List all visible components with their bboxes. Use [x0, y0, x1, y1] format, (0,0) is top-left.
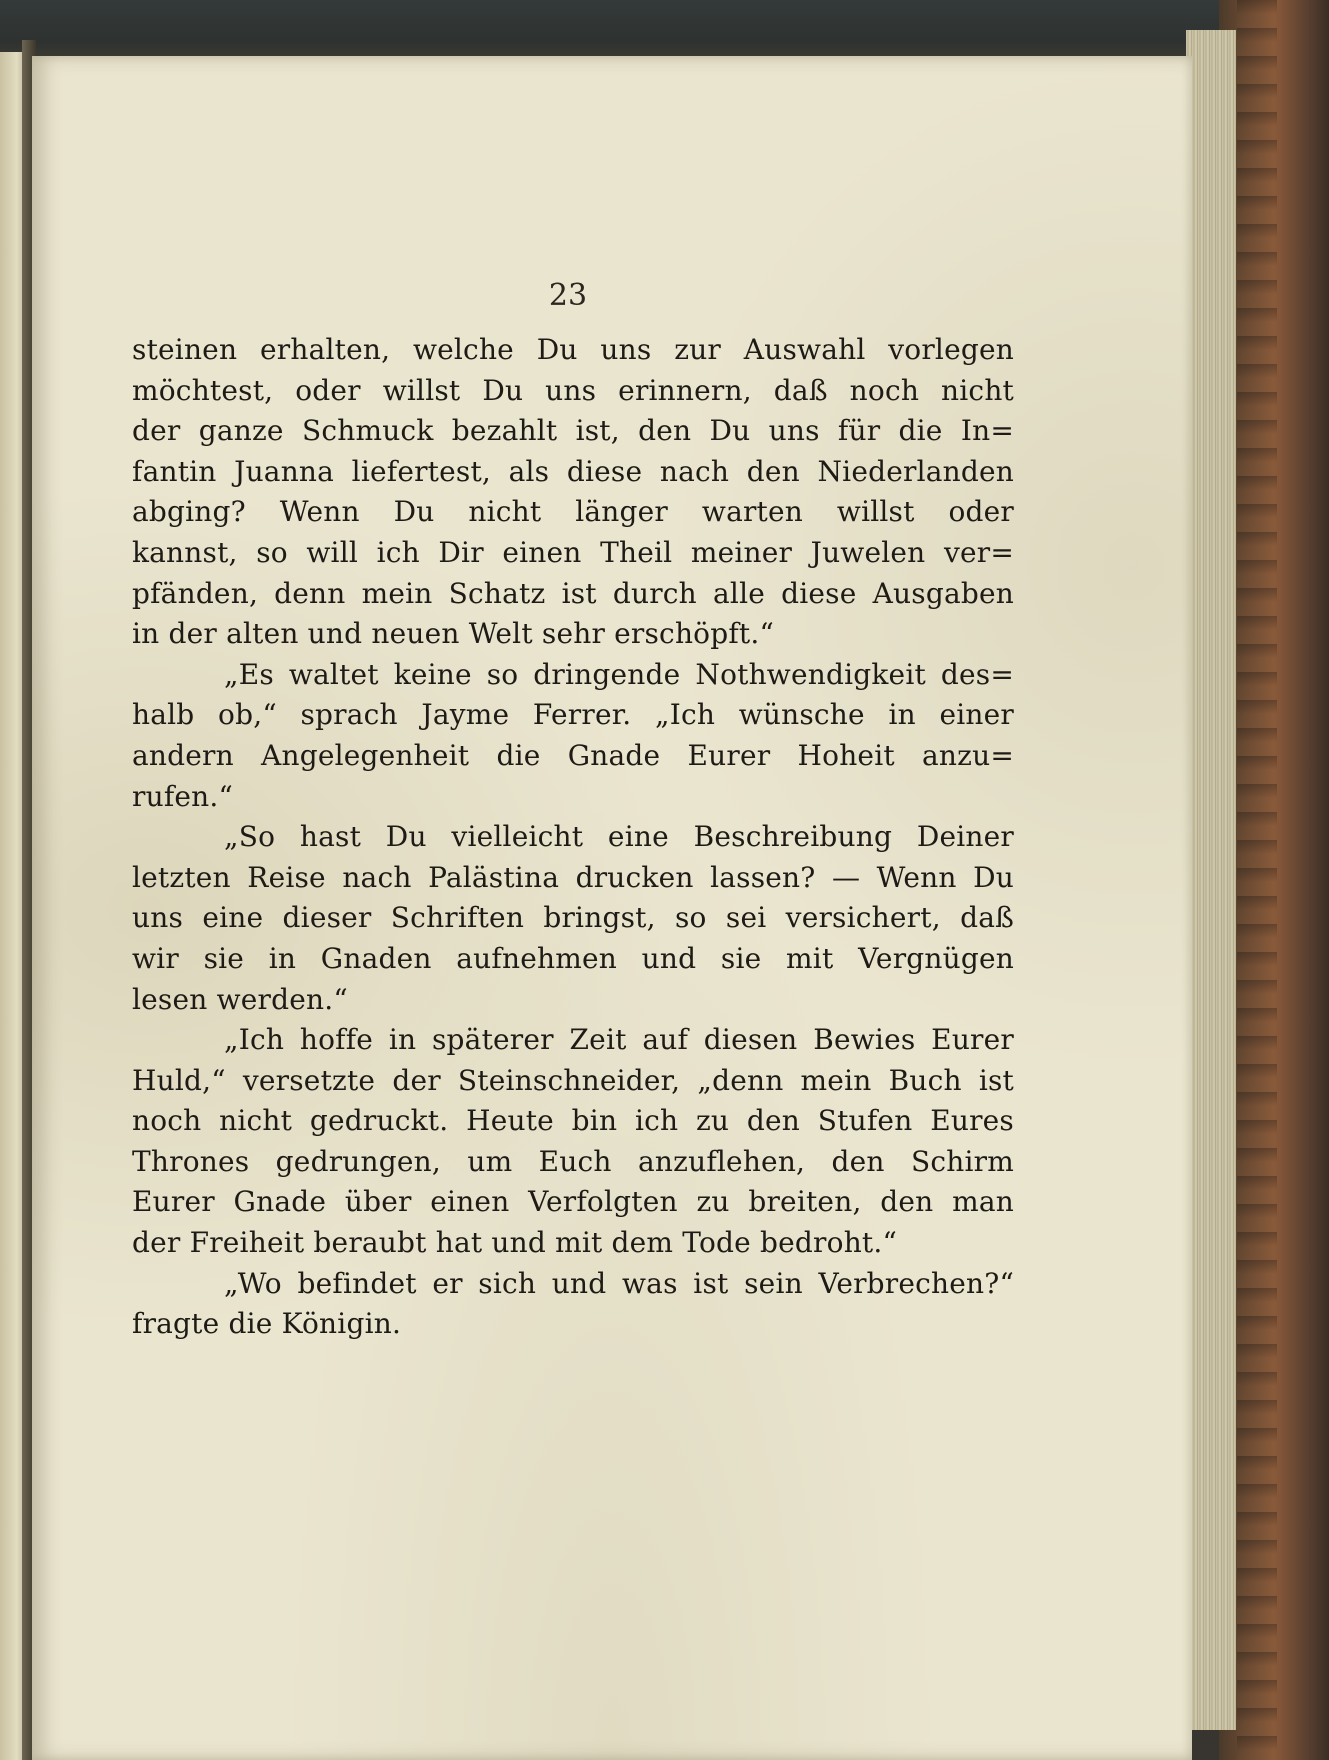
- text-line: Eurer Gnade über einen Verfolgten zu breiten, den man: [132, 1185, 1014, 1219]
- text-line: der ganze Schmuck bezahlt ist, den Du uns für die In=: [132, 414, 1014, 448]
- text-line: andern Angelegenheit die Gnade Eurer Hoheit anzu=: [132, 738, 1014, 772]
- text-line: in der alten und neuen Welt sehr erschöpft.“: [132, 617, 774, 651]
- text-line: steinen erhalten, welche Du uns zur Auswahl vorlegen: [132, 333, 1014, 366]
- text-line: „Ich hoffe in späterer Zeit auf diesen Bewies Eurer: [224, 1023, 1014, 1057]
- text-line: pfänden, denn mein Schatz ist durch alle diese Ausgaben: [132, 576, 1014, 610]
- text-line: kannst, so will ich Dir einen Theil meiner Juwelen ver=: [132, 535, 1014, 569]
- text-line: abging? Wenn Du nicht länger warten willst oder: [132, 495, 1014, 529]
- page-number: 23: [548, 278, 588, 313]
- book-page: [32, 56, 1192, 1760]
- text-line: fantin Juanna liefertest, als diese nach den Niederlanden: [132, 454, 1014, 488]
- text-line: letzten Reise nach Palästina drucken lassen? — Wenn Du: [132, 860, 1014, 894]
- page-stack-edge: [1186, 30, 1236, 1730]
- text-line: noch nicht gedruckt. Heute bin ich zu den Stufen Eures: [132, 1104, 1014, 1138]
- text-line: „Es waltet keine so dringende Nothwendigkeit des=: [224, 657, 1014, 691]
- text-line: wir sie in Gnaden aufnehmen und sie mit Vergnügen: [132, 941, 1014, 975]
- text-line: fragte die Königin.: [132, 1307, 402, 1341]
- text-line: uns eine dieser Schriften bringst, so sei versichert, daß: [132, 901, 1014, 935]
- text-line: lesen werden.“: [132, 982, 348, 1016]
- text-line: „So hast Du vielleicht eine Beschreibung Deiner: [224, 820, 1014, 854]
- text-line: halb ob,“ sprach Jayme Ferrer. „Ich wünsche in einer: [132, 698, 1014, 732]
- text-line: „Wo befindet er sich und was ist sein Verbrechen?“: [224, 1266, 1014, 1300]
- text-line: rufen.“: [132, 779, 233, 813]
- book-cover-top: [0, 0, 1329, 60]
- text-line: Thrones gedrungen, um Euch anzuflehen, den Schirm: [132, 1144, 1014, 1178]
- text-line: der Freiheit beraubt hat und mit dem Tode bedroht.“: [132, 1226, 897, 1260]
- text-line: möchtest, oder willst Du uns erinnern, daß noch nicht: [132, 373, 1014, 407]
- text-line: Huld,“ versetzte der Steinschneider, „denn mein Buch ist: [132, 1063, 1014, 1097]
- page-text: [132, 330, 1014, 1345]
